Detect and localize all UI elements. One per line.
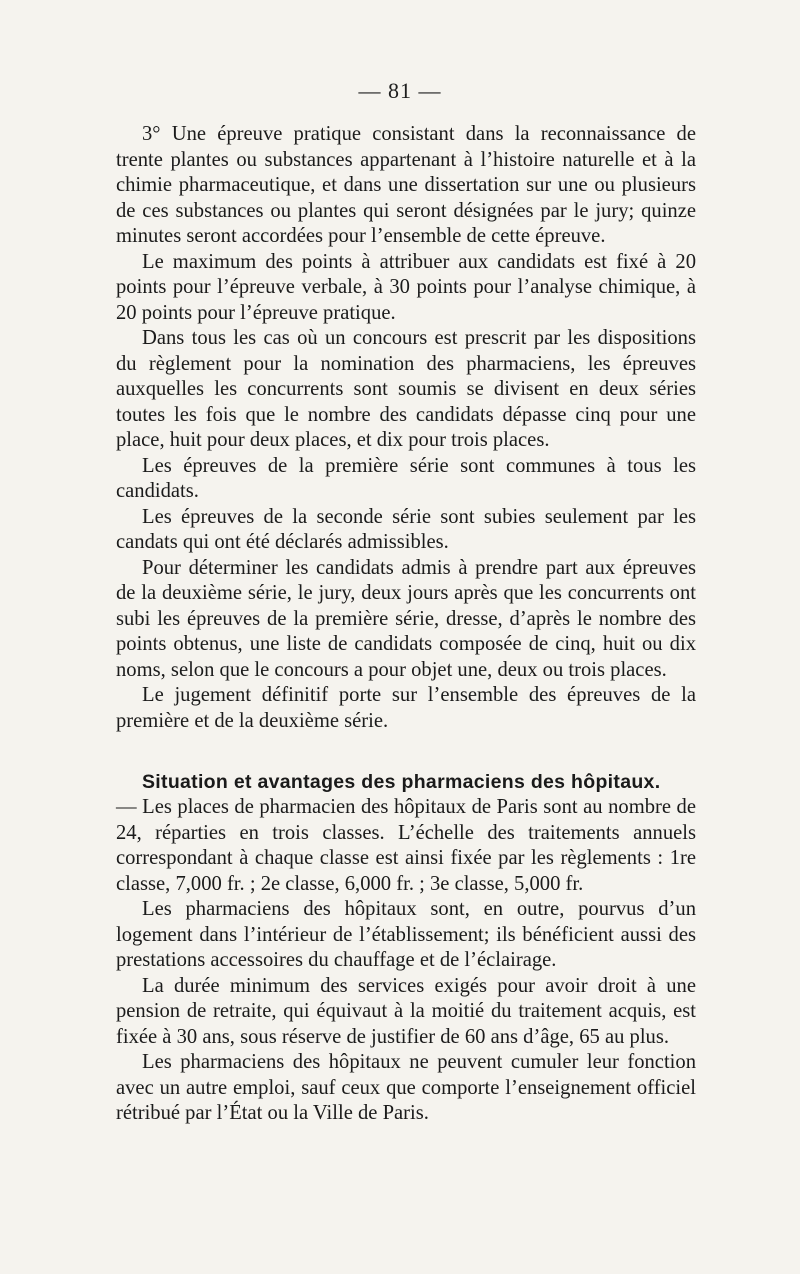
page-number: — 81 —: [358, 78, 442, 103]
paragraph-second-series: Les épreuves de la seconde série sont subies seulement par les candats qui ont été déclarés admissibles.: [116, 505, 696, 553]
paragraph-maximum-points: Le maximum des points à attribuer aux candidats est fixé à 20 points pour l’épreuve verbale, à 30 points pour l’analyse chimique, à 20 points pour l’épreuve pratique.: [116, 250, 696, 324]
section-heading: Situation et avantages des pharmaciens des hôpitaux.: [142, 771, 661, 793]
paragraph-practical-test: 3° Une épreuve pratique consistant dans la reconnaissance de trente plantes ou substances appartenant à l’histoire naturelle et à la chimie pharmaceutique, et dans une dissertation sur une ou plusieurs de ces substances ou plantes qui seront désignées par le jury; quinze minutes seront accordées pour l’ensemble de cette épreuve.: [116, 123, 696, 247]
paragraph-concours-series: Dans tous les cas où un concours est prescrit par les dispositions du règlement pour la nomination des pharmaciens, les épreuves auxquelles les concurrents sont soumis se divisent en deux séries toutes les fois que le nombre des candidats dépasse cinq pour une place, huit pour deux places, et dix pour trois places.: [116, 327, 696, 451]
paragraph-housing: Les pharmaciens des hôpitaux sont, en outre, pourvus d’un logement dans l’intérieur de l’établissement; ils bénéficient aussi des prestations accessoires du chauffage et de l’éclairage.: [116, 898, 696, 971]
paragraph-places-salaries: — Les places de pharmacien des hôpitaux de Paris sont au nombre de 24, réparties en trois classes. L’échelle des traitements annuels correspondant à chaque classe est ainsi fixée par les règlements : 1re classe, 7,000 fr. ; 2e classe, 6,000 fr. ; 3e classe, 5,000 fr.: [116, 796, 696, 895]
paragraph-first-series: Les épreuves de la première série sont communes à tous les candidats.: [116, 454, 696, 502]
paragraph-no-cumulation: Les pharmaciens des hôpitaux ne peuvent cumuler leur fonction avec un autre emploi, sauf ceux que comporte l’enseignement officiel rétribué par l’État ou la Ville de Paris.: [116, 1051, 696, 1124]
paragraph-admission-list: Pour déterminer les candidats admis à prendre part aux épreuves de la deuxième série, le jury, deux jours après que les concurrents ont subi les épreuves de la première série, dresse, d’après le nombre des points obtenus, une liste de candidats composée de cinq, huit ou dix noms, selon que le concours a pour objet une, deux ou trois places.: [116, 556, 696, 681]
paragraph-final-judgment: Le jugement définitif porte sur l’ensemble des épreuves de la première et de la deuxième série.: [116, 684, 696, 732]
paragraph-retirement: La durée minimum des services exigés pour avoir droit à une pension de retraite, qui équivaut à la moitié du traitement acquis, est fixée à 30 ans, sous réserve de justifier de 60 ans d’âge, 65 au plus.: [116, 974, 696, 1048]
body-text: [116, 122, 696, 1127]
